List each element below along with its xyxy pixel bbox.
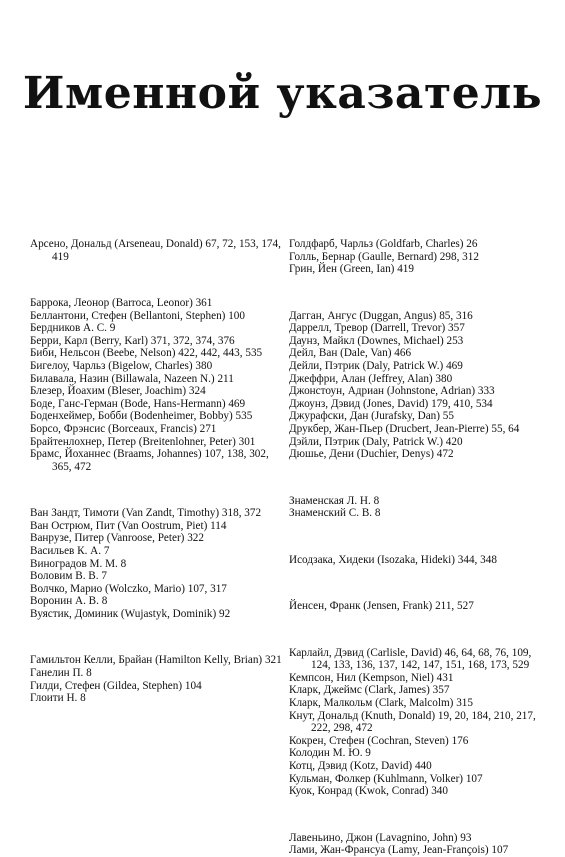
index-entry: Голль, Бернар (Gaulle, Bernard) 298, 312 [289, 250, 479, 263]
index-entry: Лавеньино, Джон (Lavagnino, John) 93 [289, 831, 472, 844]
index-entry: Васильев К. А. 7 [30, 545, 110, 558]
index-entry: Исодзака, Хидеки (Isozaka, Hideki) 344, 348 [289, 553, 497, 566]
index-entry: Брамс, Йоханнес (Braams, Johannes) 107, 138, 302, 365, 472 [30, 448, 269, 473]
index-entry: Вуястик, Доминик (Wujastyk, Dominik) 92 [30, 608, 231, 620]
index-entry: Карлайл, Дэвид (Carlisle, David) 46, 64, 68, 76, 109, 124, 133, 136, 137, 142, 147, 151, 168, 173, 529 [289, 646, 532, 672]
page-title: Именной указатель [22, 68, 543, 119]
index-entry: Кокрен, Стефен (Cochran, Steven) 176 [289, 734, 469, 747]
index-entry: Лами, Жан-Франсуа (Lamy, Jean-François) 107 [289, 844, 509, 857]
index-entry: Боденхеймер, Бобби (Bodenheimer, Bobby) 535 [30, 410, 253, 423]
index-entry: Друкбер, Жан-Пьер (Drucbert, Jean-Pierre) 55, 64 [289, 423, 520, 435]
index-entry: Знаменская Л. Н. 8 [289, 494, 380, 507]
index-group-gap [30, 274, 290, 286]
index-entry: Виноградов М. М. 8 [30, 557, 127, 570]
index-column-right [289, 238, 549, 857]
index-entry: Брайтенлохнер, Петер (Breitenlohner, Peter) 301 [30, 435, 256, 448]
index-entry: Боде, Ганс-Герман (Bode, Hans-Hermann) 469 [30, 397, 246, 410]
index-entry: Билавала, Назин (Billawala, Nazeen N.) 211 [30, 372, 234, 385]
index-entry: Дейли, Пэтрик (Daly, Patrick W.) 469 [289, 360, 463, 373]
index-entry: Голдфарб, Чарльз (Goldfarb, Charles) 26 [289, 238, 478, 250]
index-group-gap [289, 809, 549, 821]
index-entry: Волчко, Марио (Wolczko, Mario) 107, 317 [30, 582, 227, 595]
index-entry: Джеффри, Алан (Jeffrey, Alan) 380 [289, 372, 453, 385]
index-entry: Кульман, Фолкер (Kuhlmann, Volker) 107 [289, 772, 483, 785]
index-entry: Ван Острюм, Пит (Van Oostrum, Piet) 114 [30, 519, 227, 532]
index-entry: Гамильтон Келли, Брайан (Hamilton Kelly, Brian) 321 [30, 654, 282, 667]
index-entry: Йенсен, Франк (Jensen, Frank) 211, 527 [289, 600, 474, 613]
index-entry: Блезер, Йоахим (Bleser, Joachim) 324 [30, 385, 206, 398]
index-column-left [30, 238, 290, 705]
index-entry: Джонстоун, Адриан (Johnstone, Adrian) 333 [289, 385, 495, 398]
index-entry: Даунз, Майкл (Downes, Michael) 253 [289, 334, 464, 347]
index-group-gap [289, 287, 549, 299]
index-entry: Берри, Карл (Berry, Karl) 371, 372, 374, 376 [30, 334, 235, 347]
index-entry: Кнут, Дональд (Knuth, Donald) 19, 20, 184, 210, 217, 222, 298, 472 [289, 709, 536, 735]
index-group-gap [289, 531, 549, 543]
index-entry: Дейл, Ван (Dale, Van) 466 [289, 347, 412, 360]
index-group-gap [30, 485, 290, 497]
index-entry: Ван Зандт, Тимоти (Van Zandt, Timothy) 318, 372 [30, 507, 262, 520]
index-entry: Бердников А. С. 9 [30, 322, 116, 335]
index-entry: Знаменский С. В. 8 [289, 507, 381, 520]
index-entry: Дэйли, Пэтрик (Daly, Patrick W.) 420 [289, 435, 463, 448]
index-entry: Борсо, Фрэнсис (Borceaux, Francis) 271 [30, 423, 217, 435]
index-entry: Грин, Йен (Green, Ian) 419 [289, 263, 414, 276]
index-entry: Воловим В. В. 7 [30, 570, 107, 583]
index-group-gap [289, 578, 549, 590]
index-group-gap [30, 632, 290, 644]
index-entry: Арсено, Дональд (Arseneau, Donald) 67, 72, 153, 174, 419 [30, 238, 281, 263]
index-entry: Джоунз, Дэвид (Jones, David) 179, 410, 534 [289, 397, 493, 410]
index-entry: Дагган, Ангус (Duggan, Angus) 85, 316 [289, 309, 473, 322]
index-entry: Беллантони, Стефен (Bellantoni, Stephen) 100 [30, 309, 245, 322]
index-entry: Кемпсон, Нил (Kempson, Niel) 431 [289, 671, 454, 684]
index-group-gap [289, 624, 549, 636]
index-entry: Кларк, Малкольм (Clark, Malcolm) 315 [289, 697, 473, 710]
index-entry: Котц, Дэвид (Kotz, David) 440 [289, 760, 432, 772]
index-entry: Дюшье, Дени (Duchier, Denys) 472 [289, 448, 454, 461]
index-entry: Кларк, Джеймс (Clark, James) 357 [289, 684, 450, 697]
index-group-gap [289, 472, 549, 484]
index-entry: Ванрузе, Питер (Vanroose, Peter) 322 [30, 532, 204, 545]
index-entry: Бигелоу, Чарльз (Bigelow, Charles) 380 [30, 360, 213, 373]
index-entry: Баррока, Леонор (Barroca, Leonor) 361 [30, 297, 213, 310]
index-entry: Воронин А. В. 8 [30, 595, 108, 608]
index-entry: Гилди, Стефен (Gildea, Stephen) 104 [30, 679, 202, 692]
index-entry: Куок, Конрад (Kwok, Conrad) 340 [289, 785, 448, 798]
index-entry: Глоити Н. 8 [30, 692, 86, 705]
index-entry: Джурафски, Дан (Jurafsky, Dan) 55 [289, 410, 454, 423]
index-entry: Даррелл, Тревор (Darrell, Trevor) 357 [289, 322, 465, 335]
index-entry: Ганелин П. 8 [30, 667, 92, 680]
index-entry: Биби, Нельсон (Beebe, Nelson) 422, 442, 443, 535 [30, 347, 263, 360]
index-entry: Колодин М. Ю. 9 [289, 747, 371, 760]
